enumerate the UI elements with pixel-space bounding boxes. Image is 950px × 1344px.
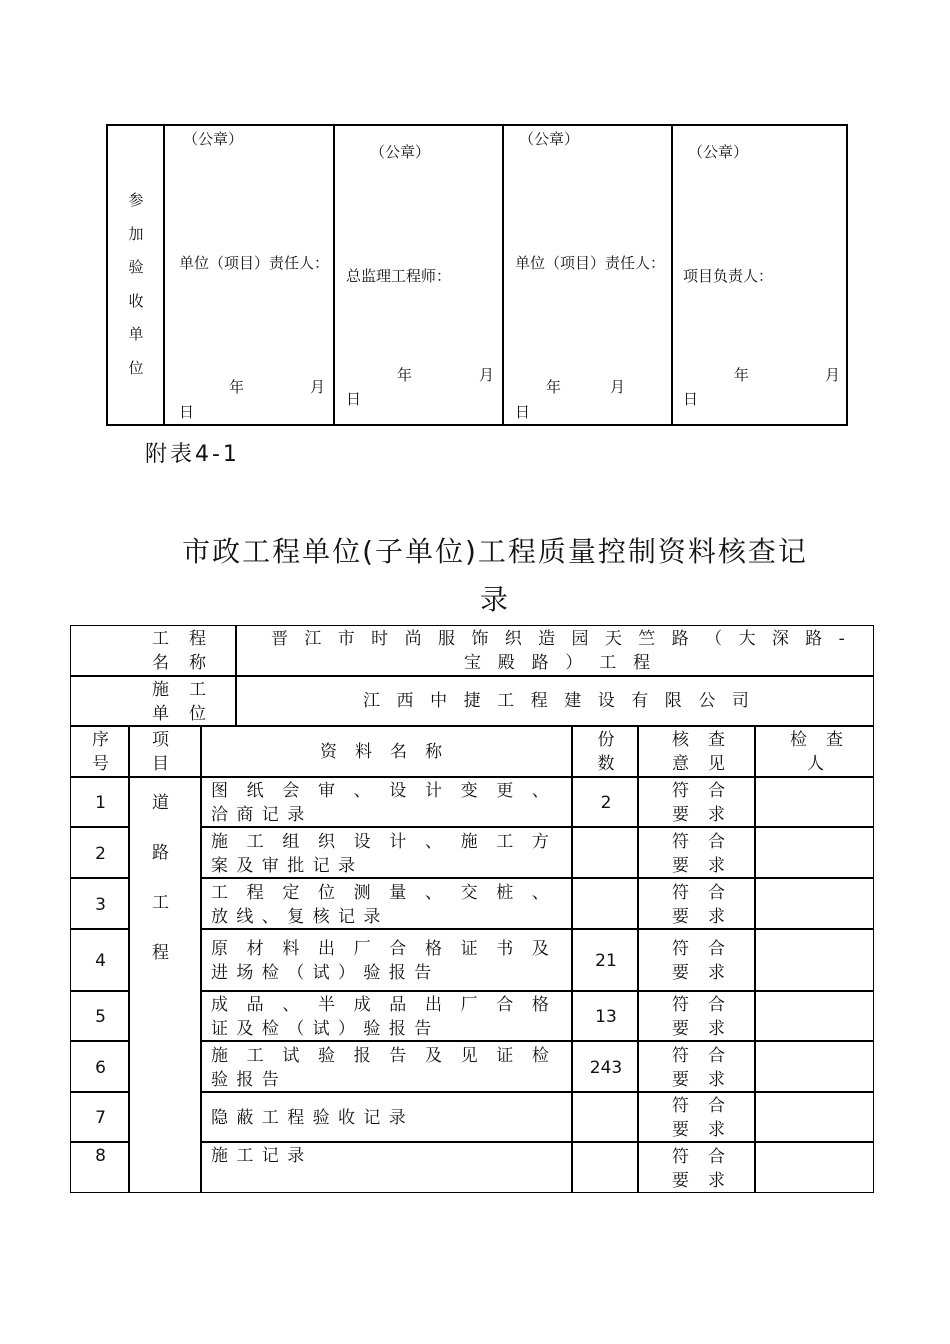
project-name-value-cell [236,625,874,676]
row-seq: 6 [95,1058,106,1078]
header-checker-line-2: 人 [807,754,824,774]
row-document-name-cell [201,1092,572,1142]
row-checker-cell [755,1092,874,1142]
row-seq: 5 [95,1007,106,1027]
year-label: 年 [546,378,562,396]
row-seq: 7 [95,1108,106,1128]
row-copies: 243 [589,1058,623,1078]
row-opinion-line-2: 要 求 [672,805,725,825]
day-label: 日 [515,403,531,421]
contractor-label-line-1: 施 工 [152,680,206,700]
row-opinion-line-1: 符 合 [672,1147,725,1167]
row-checker-cell [755,878,874,929]
row-seq-cell [70,1092,129,1142]
project-name-label-line-1: 工 程 [152,629,206,649]
row-copies-cell [572,991,638,1041]
row-document-name-cell [201,1041,572,1092]
header-copies [572,726,638,777]
seal-placeholder: （公章） [370,143,431,161]
row-copies-cell [572,1041,638,1092]
row-copies-cell [572,929,638,991]
row-opinion-line-1: 符 合 [672,883,725,903]
header-copies-line-2: 数 [597,754,615,774]
row-document-name-line-2: 验报告 [211,1070,288,1090]
contractor-label-line-2: 单 位 [152,704,206,724]
row-document-name-line-1: 原 材 料 出 厂 合 格 证 书 及 [211,939,549,959]
row-copies-cell [572,878,638,929]
row-review-opinion-cell [638,1041,755,1092]
date-line [229,376,325,398]
header-copies-line-1: 份 [597,730,615,750]
header-item [129,726,201,777]
row-copies-cell [572,827,638,878]
row-checker-cell [755,1142,874,1193]
signature-cell-4 [673,126,846,424]
row-review-opinion-cell [638,1092,755,1142]
chief-supervisor-label: 总监理工程师： [346,267,452,285]
header-seq-line-2: 号 [92,754,109,774]
row-seq-cell [70,1142,129,1193]
row-document-name-cell [201,777,572,827]
row-seq-cell [70,1041,129,1092]
seal-placeholder: （公章） [183,130,244,148]
header-document-name [201,726,572,777]
year-label: 年 [397,366,413,384]
date-line [397,364,494,386]
header-seq [70,726,129,777]
header-checker-line-1: 检 查 [790,730,843,750]
row-seq-cell [70,827,129,878]
row-document-name-cell [201,827,572,878]
row-document-name-line-2: 证及检（试）验报告 [211,1019,440,1039]
row-document-name-cell [201,929,572,991]
row-review-opinion-cell [638,827,755,878]
row-seq-cell [70,991,129,1041]
seal-placeholder: （公章） [688,143,749,161]
date-line [734,364,840,386]
row-opinion-line-1: 符 合 [672,939,725,959]
row-seq: 4 [95,951,106,971]
row-opinion-line-1: 符 合 [672,781,725,801]
row-opinion-line-2: 要 求 [672,1070,725,1090]
day-label: 日 [346,390,362,408]
row-seq-cell [70,878,129,929]
row-copies-cell [572,1142,638,1193]
row-document-name-line-2: 洽商记录 [211,805,313,825]
month-label: 月 [309,378,325,396]
contractor-name: 江 西 中 捷 工 程 建 设 有 限 公 司 [363,691,749,711]
row-copies: 2 [600,793,612,813]
signature-cell-3 [504,126,673,424]
side-label-cell [108,126,165,424]
row-document-name-line-1: 施 工 试 验 报 告 及 见 证 检 [211,1046,549,1066]
row-review-opinion-cell [638,878,755,929]
row-review-opinion-cell [638,777,755,827]
row-document-name-line-1: 施 工 组 织 设 计 、 施 工 方 [211,832,549,852]
row-copies-cell [572,777,638,827]
row-document-name-line-1: 施工记录 [211,1146,313,1166]
signature-cell-1 [165,126,335,424]
header-review-opinion-line-2: 意 见 [672,754,725,774]
project-name-label-line-2: 名 称 [152,653,206,673]
month-label: 月 [824,366,840,384]
project-manager-label: 项目负责人： [683,267,774,285]
row-review-opinion-cell [638,929,755,991]
responsible-person-label: 单位（项目）责任人： [179,254,330,272]
row-seq-cell [70,929,129,991]
project-name-value-line-1: 晋 江 市 时 尚 服 饰 织 造 园 天 竺 路 （ 大 深 路 - [271,629,845,649]
title-line-2: 录 [479,583,510,616]
row-seq: 3 [95,895,106,915]
row-checker-cell [755,991,874,1041]
header-review-opinion [638,726,755,777]
row-review-opinion-cell [638,991,755,1041]
row-document-name-line-1: 工 程 定 位 测 量 、 交 桩 、 [211,883,549,903]
project-name-label-cell [70,625,236,676]
row-opinion-line-1: 符 合 [672,1096,725,1116]
row-document-name-cell [201,1142,572,1193]
acceptance-signature-table [106,124,848,426]
title-line-1: 市政工程单位(子单位)工程质量控制资料核查记 [182,535,808,568]
row-document-name-line-2: 案及审批记录 [211,856,364,876]
row-seq: 8 [95,1146,106,1166]
contractor-value-cell [236,676,874,726]
row-opinion-line-2: 要 求 [672,1120,725,1140]
row-document-name-line-2: 放线、复核记录 [211,907,389,927]
row-checker-cell [755,929,874,991]
row-checker-cell [755,827,874,878]
responsible-person-label: 单位（项目）责任人： [515,254,666,272]
header-seq-line-1: 序 [92,730,109,750]
row-seq-cell [70,777,129,827]
year-label: 年 [734,366,750,384]
signature-cell-2 [335,126,504,424]
participating-units-label: 参加验收单位 [128,191,144,377]
row-opinion-line-2: 要 求 [672,963,725,983]
row-opinion-line-2: 要 求 [672,907,725,927]
category-cell [129,777,201,1193]
category-label: 道路工程 [152,793,169,963]
row-seq: 1 [95,793,106,813]
day-label: 日 [179,403,195,421]
month-label: 月 [609,378,625,396]
row-checker-cell [755,1041,874,1092]
row-copies: 21 [595,951,617,971]
header-item-line-2: 目 [152,754,169,774]
day-label: 日 [683,390,699,408]
row-seq: 2 [95,844,106,864]
header-checker [755,726,874,777]
date-line [546,376,625,398]
row-opinion-line-2: 要 求 [672,1171,725,1191]
row-opinion-line-2: 要 求 [672,1019,725,1039]
row-copies: 13 [595,1007,617,1027]
row-document-name-line-1: 隐蔽工程验收记录 [211,1108,415,1128]
row-review-opinion-cell [638,1142,755,1193]
month-label: 月 [478,366,494,384]
row-document-name-cell [201,991,572,1041]
year-label: 年 [229,378,245,396]
header-review-opinion-line-1: 核 查 [672,730,725,750]
seal-placeholder: （公章） [519,130,580,148]
row-opinion-line-1: 符 合 [672,1046,725,1066]
project-name-value-line-2: 宝 殿 路 ） 工 程 [464,653,650,673]
contractor-label-cell [70,676,236,726]
row-copies-cell [572,1092,638,1142]
page-title [120,528,870,624]
row-document-name-line-1: 图 纸 会 审 、 设 计 变 更 、 [211,781,549,801]
header-document-name-label: 资 料 名 称 [320,742,442,762]
row-opinion-line-2: 要 求 [672,856,725,876]
appendix-label: 附表4-1 [145,442,240,467]
row-document-name-line-1: 成 品 、 半 成 品 出 厂 合 格 [211,995,549,1015]
row-opinion-line-1: 符 合 [672,995,725,1015]
row-document-name-cell [201,878,572,929]
row-opinion-line-1: 符 合 [672,832,725,852]
row-document-name-line-2: 进场检（试）验报告 [211,963,440,983]
header-item-line-1: 项 [152,730,169,750]
row-checker-cell [755,777,874,827]
